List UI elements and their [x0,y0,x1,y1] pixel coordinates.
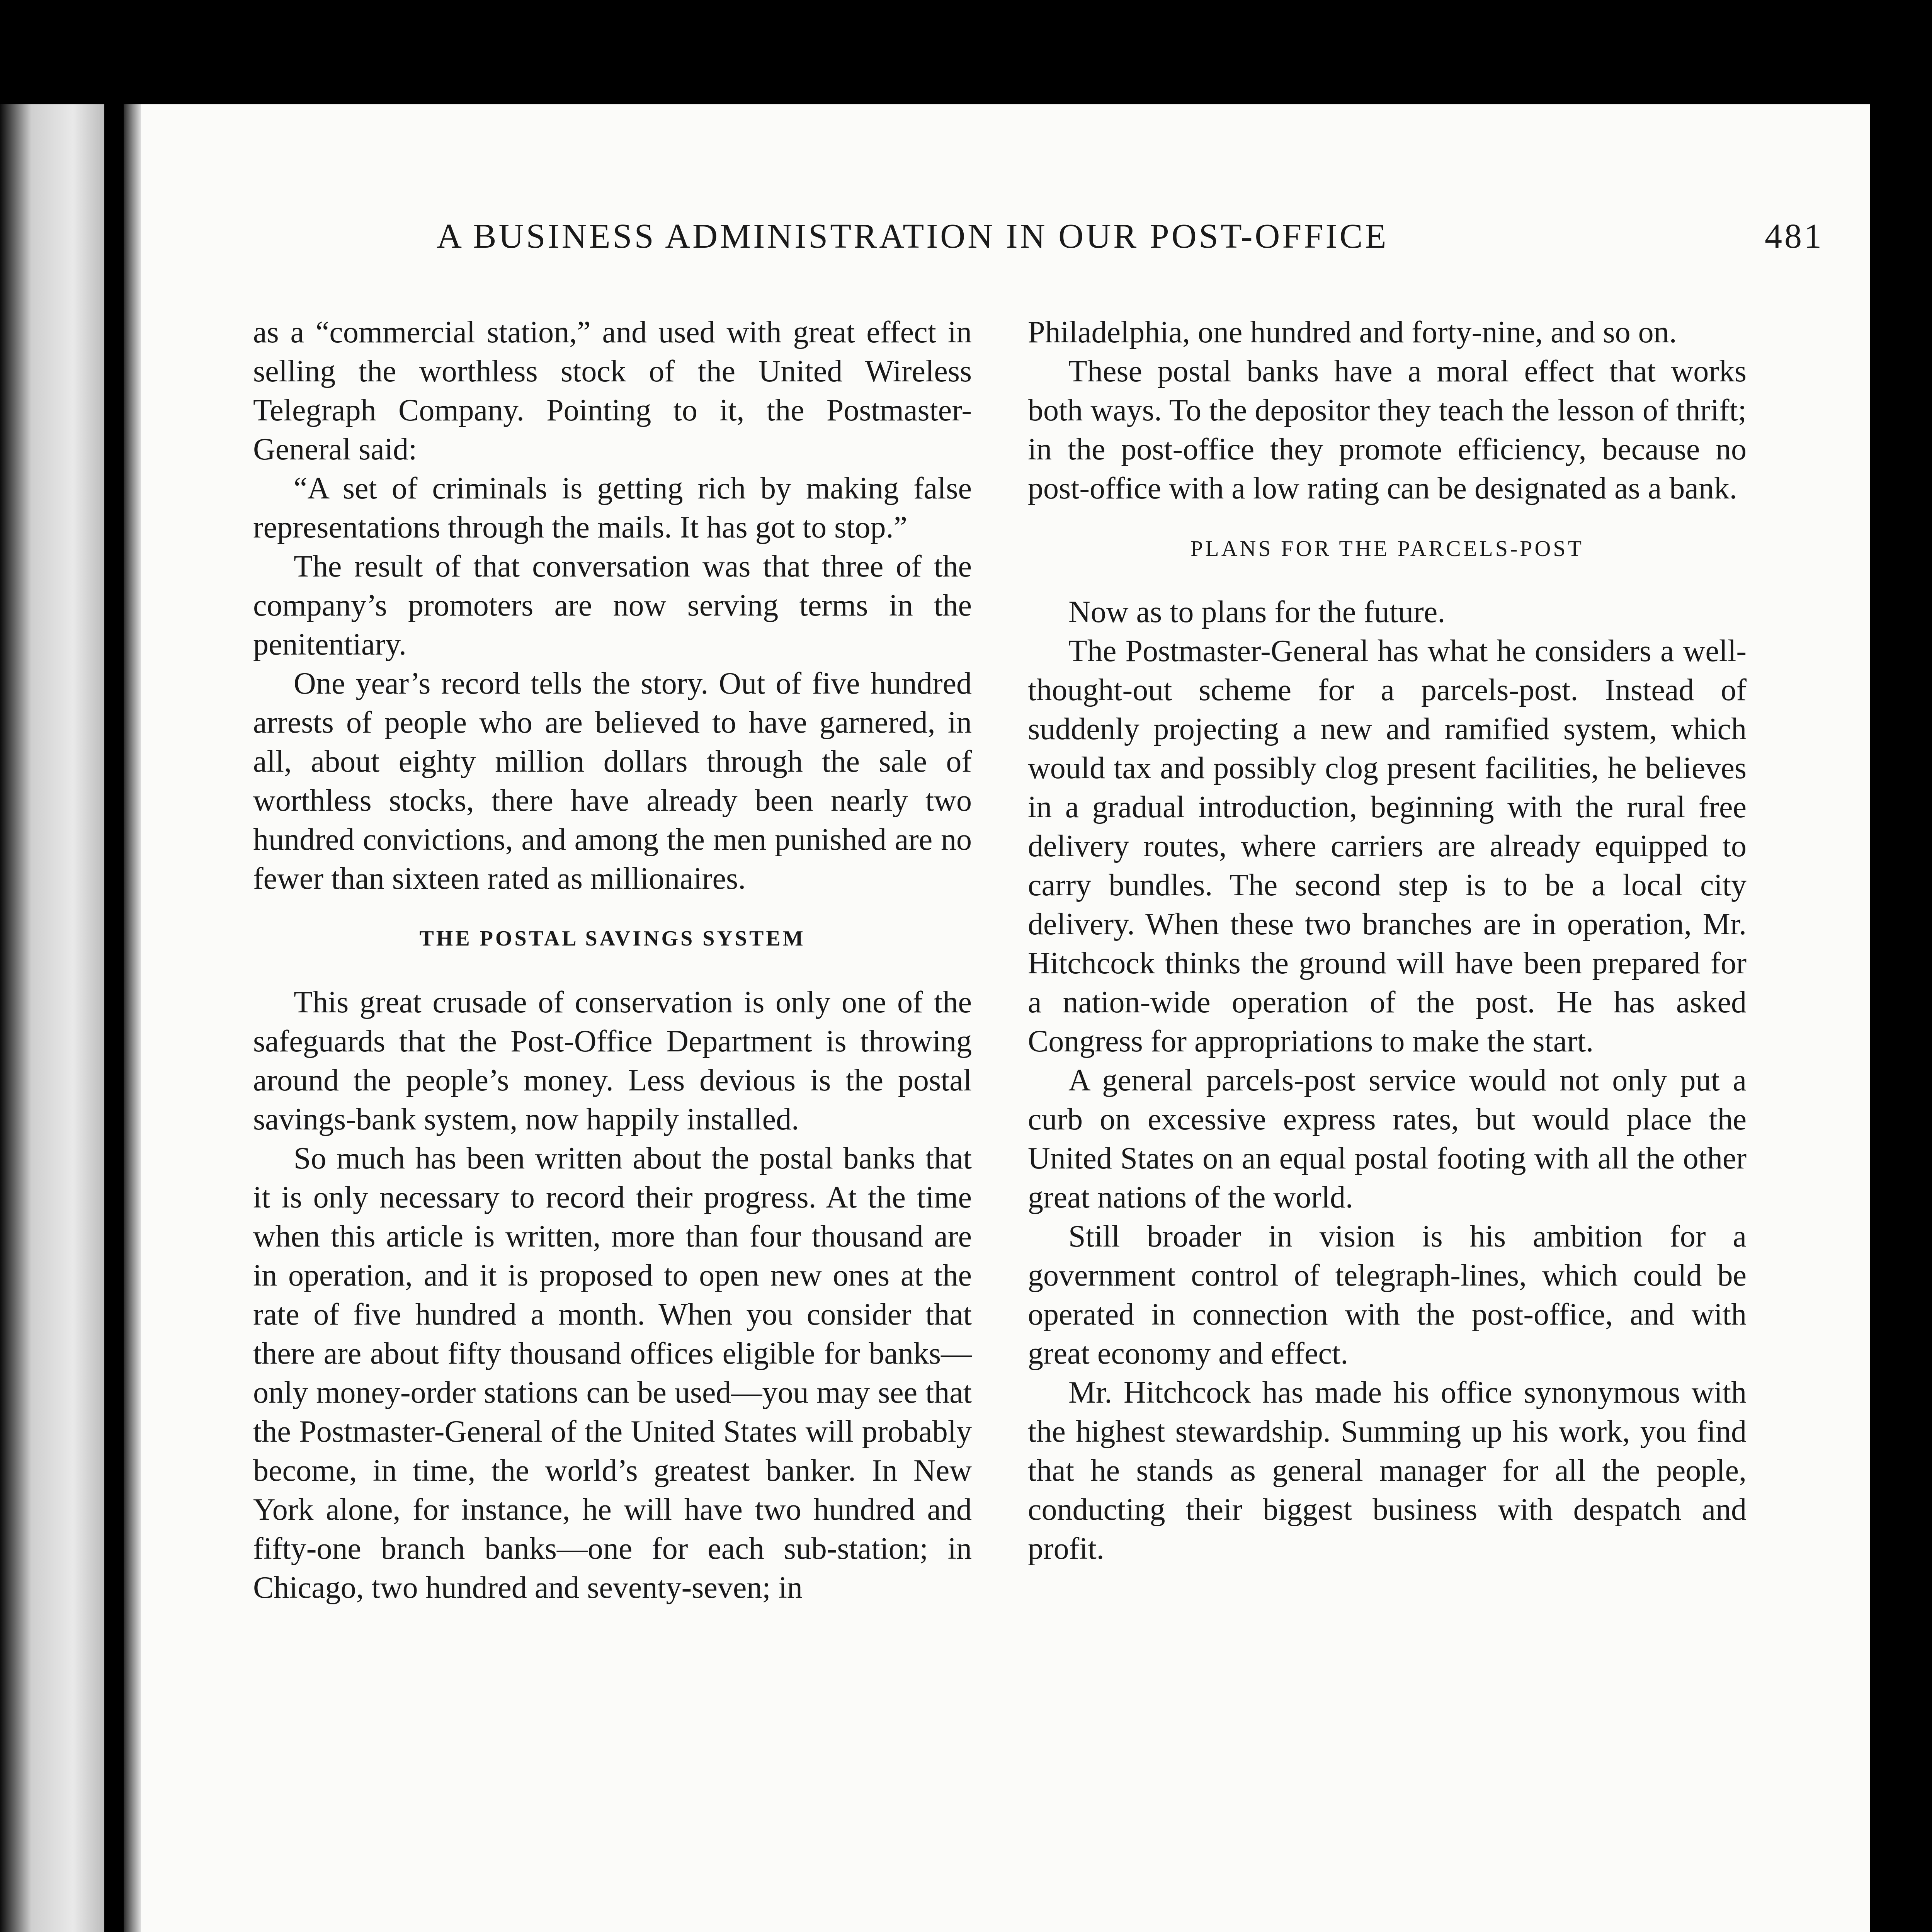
paragraph: These postal banks have a moral effect that works both ways. To the depositor they teach the lesson of thrift; in the post-office they promote efficiency, because no post-office with a low rating can be designated as a bank. [1028,354,1747,505]
paragraph: as a “commercial station,” and used with great effect in selling the worthless stock of the United Wireless Telegraph Company. Pointing to it, the Postmaster-General said: [253,315,972,466]
book-page [124,104,1870,1932]
page-number: 481 [1765,217,1824,255]
quote-paragraph: “A set of criminals is getting rich by making false representations through the mails. It has got to stop.” [253,471,972,544]
paragraph: Mr. Hitchcock has made his office synonymous with the highest stewardship. Summing up his work, you find that he stands as general manager for all the people, conducting their biggest business with despatch and profit. [1028,1376,1747,1566]
paragraph: The Postmaster-General has what he considers a well-thought-out scheme for a parcels-post. Instead of suddenly projecting a new and ramified system, which would tax and possibly clog present facilities, he believes in a gradual introduction, beginning with the rural free delivery routes, where carriers are already equipped to carry bundles. The second step is to be a local city delivery. When these two branches are in operation, Mr. Hitchcock thinks the ground will have been prepared for a nation-wide operation of the post. He has asked Congress for appropriations to make the start. [1028,634,1747,1058]
facing-page-edge [0,104,104,1932]
paragraph: This great crusade of conservation is only one of the safeguards that the Post-Office Department is throwing around the people’s money. Less devious is the postal savings-bank system, now happily installed. [253,985,972,1136]
paragraph: The result of that conversation was that three of the company’s promoters are now serving terms in the penitentiary. [253,549,972,662]
paragraph: Philadelphia, one hundred and forty-nine, and so on. [1028,315,1677,349]
paragraph: Now as to plans for the future. [1068,595,1446,629]
paragraph: Still broader in vision is his ambition for a government control of telegraph-lines, which could be operated in connection with the post-office, and with great economy and effect. [1028,1219,1747,1371]
page-gutter-shadow [124,104,141,1932]
paragraph: So much has been written about the postal banks that it is only necessary to record their progress. At the time when this article is written, more than four thousand are in operation, and it is proposed to open new ones at the rate of five hundred a month. When you consider that there are about fifty thousand offices eligible for banks—only money-order stations can be used—you may see that the Postmaster-General of the United States will probably become, in time, the world’s greatest banker. In New York alone, for instance, he will have two hundred and fifty-one branch banks—one for each sub-station; in Chicago, two hundred and seventy-seven; in [253,1141,972,1605]
paragraph: A general parcels-post service would not only put a curb on excessive express rates, but would place the United States on an equal postal footing with all the other great nations of the world. [1028,1063,1747,1214]
right-column [1028,313,1747,1568]
running-head [437,216,1824,267]
section-heading: PLANS FOR THE PARCELS-POST [1190,536,1584,561]
paragraph: One year’s record tells the story. Out of five hundred arrests of people who are believed to have garnered, in all, about eighty million dollars through the sale of worthless stocks, there have already been nearly two hundred convictions, and among the men punished are no fewer than sixteen rated as millionaires. [253,667,972,896]
running-head-title: A BUSINESS ADMINISTRATION IN OUR POST-OFFICE [437,217,1389,255]
section-heading: THE POSTAL SAVINGS SYSTEM [419,927,806,951]
left-column [253,313,972,1607]
